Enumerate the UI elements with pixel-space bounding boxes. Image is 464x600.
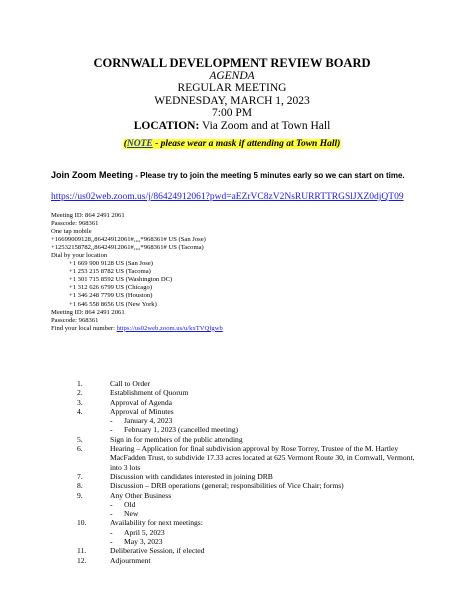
agenda-item — [77, 481, 427, 490]
agenda-heading: AGENDA — [209, 70, 255, 82]
meeting-info-line: Meeting ID: 864 2491 2061 — [51, 308, 125, 316]
join-zoom-line — [51, 170, 405, 180]
dial-number-line: +1 669 900 9128 US (San Jose) — [69, 260, 153, 268]
agenda-subitem-text: January 4, 2023 — [124, 416, 173, 426]
agenda-item-text: Availability for next meetings: — [110, 518, 203, 528]
agenda-item-text: Approval of Minutes — [110, 406, 174, 416]
agenda-subitem-text: New — [124, 509, 139, 519]
agenda-item-number: 9. — [77, 490, 83, 500]
agenda-item-text: Hearing – Application for final subdivision approval by Rose Torrey, Trustee of the M. Hartley MacFadden Trust, to subdivide 17.33 acres located at 625 Vermont Route 30, in Cornwall, Vermont, into 3 lots — [110, 444, 415, 472]
agenda-subitem — [77, 416, 427, 425]
location-label: LOCATION: — [133, 120, 200, 132]
dash-bullet: - — [110, 425, 113, 435]
dial-number-line: +1 646 558 8656 US (New York) — [69, 300, 157, 308]
agenda-item-text: Establishment of Quorum — [110, 388, 189, 398]
agenda-item-number: 7. — [77, 471, 83, 481]
dash-bullet: - — [110, 499, 113, 509]
meeting-info-line: Dial by your location — [51, 252, 108, 260]
page-title: CORNWALL DEVELOPMENT REVIEW BOARD — [93, 56, 371, 70]
agenda-subitem — [77, 528, 427, 537]
agenda-item-text: Any Other Business — [110, 490, 172, 500]
agenda-item-number: 3. — [77, 397, 83, 407]
agenda-item — [77, 398, 427, 407]
agenda-item-text: Approval of Agenda — [110, 397, 172, 407]
agenda-item — [77, 444, 427, 472]
agenda-item-number: 5. — [77, 434, 83, 444]
local-number-link[interactable]: https://us02web.zoom.us/u/kxTVQfgwb — [116, 324, 223, 332]
agenda-item — [77, 556, 427, 565]
meeting-info-line: Passcode: 968361 — [51, 316, 99, 324]
agenda-item-text: Discussion with candidates interested in joining DRB — [110, 471, 273, 481]
agenda-item-number: 12. — [77, 555, 87, 565]
agenda-item-number: 6. — [77, 444, 83, 454]
meeting-type: REGULAR MEETING — [177, 82, 287, 94]
agenda-subitem-text: May 3, 2023 — [124, 537, 163, 547]
agenda-item-number: 1. — [77, 379, 83, 388]
agenda-item-text: Sign in for members of the public attending — [110, 434, 243, 444]
agenda-item-number: 10. — [77, 518, 87, 528]
agenda-item — [77, 518, 427, 527]
meeting-time: 7:00 PM — [212, 107, 252, 119]
meeting-date: WEDNESDAY, MARCH 1, 2023 — [154, 95, 310, 107]
dial-number-line: +1 346 248 7799 US (Houston) — [69, 292, 153, 300]
location-value: Via Zoom and at Town Hall — [199, 120, 331, 132]
join-zoom-text: - Please try to join the meeting 5 minutes early so we can start on time. — [133, 171, 405, 180]
agenda-subitem-text: Old — [124, 499, 136, 509]
mask-note — [0, 139, 464, 149]
agenda-item — [77, 435, 427, 444]
dial-number-line: +1 312 626 6799 US (Chicago) — [69, 284, 153, 292]
agenda-item — [77, 407, 427, 416]
join-zoom-title: Join Zoom Meeting — [51, 170, 133, 180]
dash-bullet: - — [110, 416, 113, 426]
agenda-subitem — [77, 500, 427, 509]
agenda-item — [77, 472, 427, 481]
zoom-meeting-link[interactable]: https://us02web.zoom.us/j/86424912061?pwd=aEZrVC8zV2NsRURRTTRGSlJXZ0djQT09 — [51, 192, 404, 202]
agenda-item — [77, 546, 427, 555]
meeting-info-line: Passcode: 968361 — [51, 220, 99, 228]
meeting-info-line: One tap mobile — [51, 228, 92, 236]
agenda-item-number: 8. — [77, 481, 83, 491]
local-number-line — [51, 325, 223, 333]
agenda-item-text: Discussion – DRB operations (general; responsibilities of Vice Chair; forms) — [110, 481, 344, 491]
meeting-info-line: Meeting ID: 864 2491 2061 — [51, 212, 125, 219]
note-open-paren: ( — [123, 139, 127, 149]
agenda-item-number: 11. — [77, 546, 87, 556]
dash-bullet: - — [110, 537, 113, 547]
note-text: - please wear a mask if attending at Town Hall) — [152, 139, 341, 149]
dash-bullet: - — [110, 527, 113, 537]
agenda-item — [77, 379, 427, 388]
agenda-item — [77, 388, 427, 397]
agenda-item-number: 4. — [77, 406, 83, 416]
dial-number-line: +1 253 215 8782 US (Tacoma) — [69, 268, 151, 276]
meeting-location — [0, 120, 464, 132]
local-number-label: Find your local number: — [51, 324, 117, 332]
agenda-subitem — [77, 509, 427, 518]
agenda-item-text: Adjournment — [110, 555, 151, 565]
agenda-subitem-text: April 5, 2023 — [124, 527, 165, 537]
meeting-info-block — [51, 212, 223, 333]
agenda-item-number: 2. — [77, 388, 83, 398]
note-label: NOTE — [126, 139, 153, 149]
agenda-item-text: Deliberative Session, if elected — [110, 546, 205, 556]
dash-bullet: - — [110, 509, 113, 519]
agenda-list — [77, 379, 427, 565]
note-highlight — [123, 139, 342, 149]
dial-number-line: +1 301 715 8592 US (Washington DC) — [69, 276, 173, 284]
meeting-info-line: +12532158782,,86424912061#,,,,*968361# US (Tacoma) — [51, 244, 204, 252]
meeting-info-line: +16699009128,,86424912061#,,,,*968361# US (San Jose) — [51, 236, 206, 244]
agenda-item-text: Call to Order — [110, 379, 151, 388]
agenda-subitem-text: February 1, 2023 (cancelled meeting) — [124, 425, 239, 435]
agenda-subitem — [77, 537, 427, 546]
agenda-subitem — [77, 425, 427, 434]
agenda-item — [77, 491, 427, 500]
